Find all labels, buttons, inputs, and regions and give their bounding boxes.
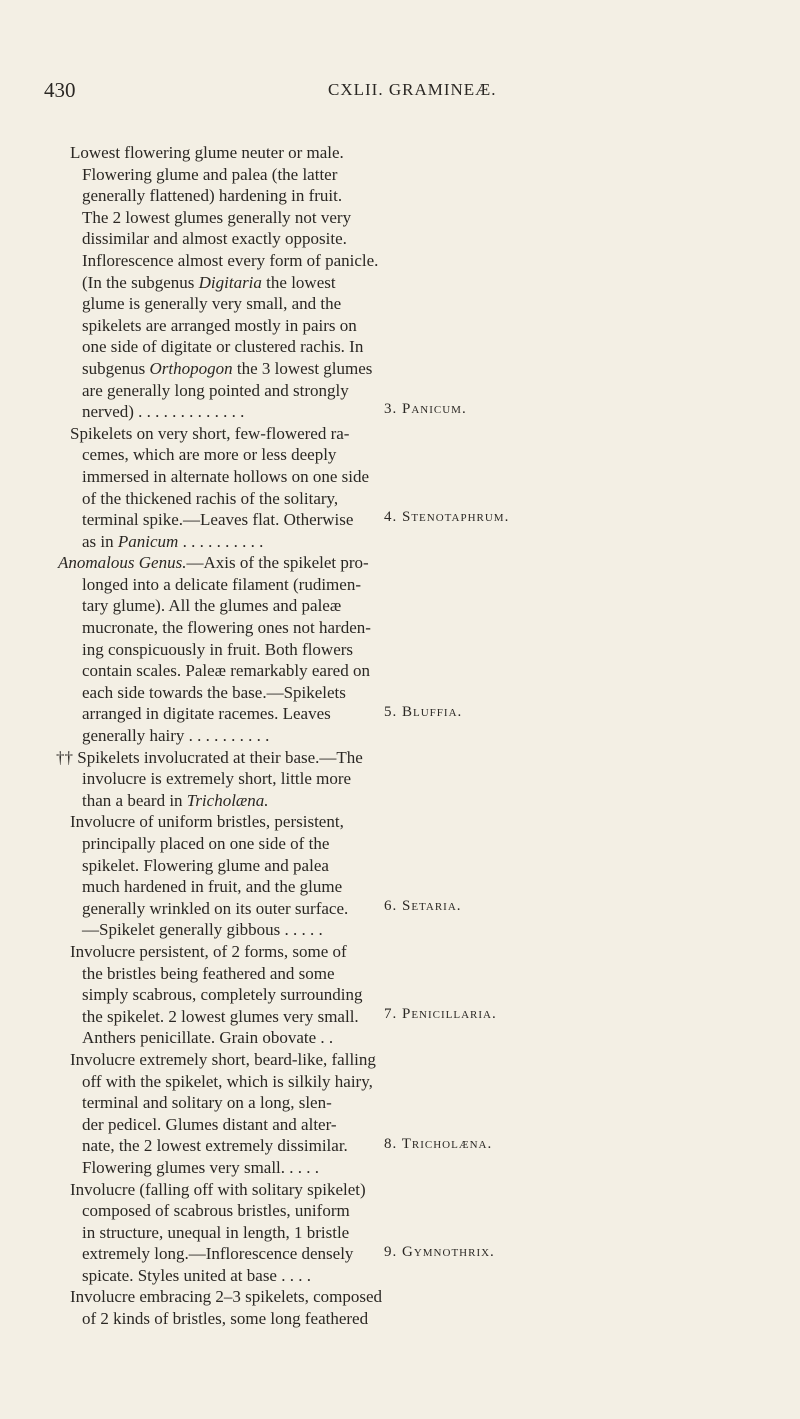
key-line: one side of digitate or clustered rachis. In [82, 337, 364, 357]
key-line: Involucre persistent, of 2 forms, some of [70, 941, 347, 961]
key-line: spicate. Styles united at base . . . . [82, 1265, 311, 1285]
key-line: of the thickened rachis of the solitary, [82, 488, 339, 508]
key-line: simply scabrous, completely surrounding [82, 985, 363, 1005]
genus-label-gymnothrix: 9. Gymnothrix. [384, 1244, 495, 1260]
running-head: CXLII. GRAMINEÆ. [328, 80, 497, 99]
key-line: arranged in digitate racemes. Leaves [82, 704, 331, 724]
key-line: Spikelets on very short, few-flowered ra- [70, 423, 350, 443]
key-line: generally hairy . . . . . . . . . . [82, 726, 270, 746]
key-line: are generally long pointed and strongly [82, 380, 349, 400]
key-line: —Spikelet generally gibbous . . . . . [82, 920, 323, 940]
genus-label-panicum: 3. Panicum. [384, 401, 467, 417]
key-line: cemes, which are more or less deeply [82, 445, 337, 465]
key-line: †† Spikelets involucrated at their base.—The [56, 747, 363, 767]
genus-label-penicillaria: 7. Penicillaria. [384, 1006, 497, 1022]
genus-label-bluffia: 5. Bluffia. [384, 704, 463, 720]
key-line: spikelet. Flowering glume and palea [82, 855, 329, 875]
key-line: nerved) . . . . . . . . . . . . . [82, 402, 245, 422]
key-line: contain scales. Paleæ remarkably eared on [82, 661, 370, 681]
key-line: extremely long.—Inflorescence densely [82, 1244, 354, 1264]
key-line: Involucre of uniform bristles, persistent, [70, 812, 344, 832]
genus-label-setaria: 6. Setaria. [384, 898, 462, 914]
key-line: Involucre (falling off with solitary spikelet) [70, 1179, 366, 1199]
key-line: each side towards the base.—Spikelets [82, 682, 346, 702]
key-line: Involucre extremely short, beard-like, falling [70, 1049, 376, 1069]
key-line: terminal spike.—Leaves flat. Otherwise [82, 510, 354, 530]
key-line: much hardened in fruit, and the glume [82, 877, 343, 897]
key-line: Anthers penicillate. Grain obovate . . [82, 1028, 334, 1048]
key-line: Inflorescence almost every form of panicle. [82, 250, 379, 270]
page-number: 430 [44, 78, 76, 102]
key-line: (In the subgenus Digitaria the lowest [82, 272, 336, 292]
key-line: der pedicel. Glumes distant and alter- [82, 1114, 337, 1134]
key-line: Lowest flowering glume neuter or male. [70, 143, 344, 162]
key-line: Involucre embracing 2–3 spikelets, composed [70, 1287, 383, 1307]
key-line: dissimilar and almost exactly opposite. [82, 229, 347, 249]
key-line: tary glume). All the glumes and paleæ [82, 596, 342, 616]
key-line: longed into a delicate filament (rudimen- [82, 574, 361, 594]
key-line: glume is generally very small, and the [82, 294, 342, 314]
key-line: principally placed on one side of the [82, 834, 330, 853]
key-text-column [56, 142, 383, 1330]
key-line: subgenus Orthopogon the 3 lowest glumes [82, 358, 373, 378]
key-line: nate, the 2 lowest extremely dissimilar. [82, 1136, 348, 1156]
key-line: terminal and solitary on a long, slen- [82, 1093, 332, 1113]
key-line: spikelets are arranged mostly in pairs on [82, 315, 357, 335]
key-line: the spikelet. 2 lowest glumes very small. [82, 1006, 359, 1026]
key-line: mucronate, the flowering ones not harden- [82, 618, 371, 638]
key-line: the bristles being feathered and some [82, 963, 335, 983]
key-line: of 2 kinds of bristles, some long feathered [82, 1309, 369, 1329]
genus-label-tricholaena: 8. Tricholæna. [384, 1136, 493, 1152]
key-line: The 2 lowest glumes generally not very [82, 207, 352, 227]
key-line: generally flattened) hardening in fruit. [82, 186, 343, 206]
key-line: as in Panicum . . . . . . . . . . [82, 531, 264, 551]
key-line: composed of scabrous bristles, uniform [82, 1201, 350, 1221]
key-line: generally wrinkled on its outer surface. [82, 898, 349, 918]
key-line: ing conspicuously in fruit. Both flowers [82, 639, 354, 659]
key-line: in structure, unequal in length, 1 bristle [82, 1222, 350, 1242]
genus-label-stenotaphrum: 4. Stenotaphrum. [384, 509, 510, 525]
key-line: than a beard in Tricholæna. [82, 790, 269, 810]
key-line: Flowering glume and palea (the latter [82, 164, 338, 184]
key-line: Flowering glumes very small. . . . . [82, 1157, 320, 1177]
key-line: Anomalous Genus.—Axis of the spikelet pro- [58, 553, 369, 573]
key-line: involucre is extremely short, little more [82, 769, 352, 789]
key-line: immersed in alternate hollows on one side [82, 466, 370, 486]
key-line: off with the spikelet, which is silkily hairy, [82, 1071, 373, 1091]
